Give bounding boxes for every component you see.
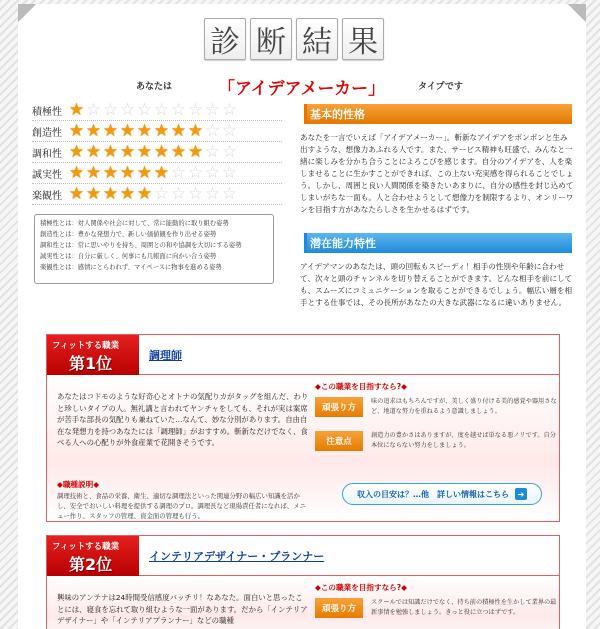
star-icon: ★	[136, 162, 153, 183]
job-title-link[interactable]: インテリアデザイナー・プランナー	[149, 549, 325, 563]
rank-badge	[47, 335, 139, 375]
star-icon: ★	[153, 162, 170, 183]
rating-row	[32, 163, 282, 184]
basic-personality-text: あなたを一言でいえば「アイデアメーカー」。斬新なアイデアをポンポンと生み出すような、想像力あふれる人です。また、サービス精神も旺盛で、みんなと一緒に楽しみを分かち合うことによろこびを感じます。自分のアイデアを、人を楽しませることに生かすことができれば、この上ない充実感を得られることでしょう。しかし、周囲と良い人間関係を築きたいあまりに、自分の感性を封じ込めてしまいがちな一面も。人と合わせようとして想像力を制限するより、オンリーワンを目指す方があなたらしさを生かせるはずです。	[300, 133, 574, 214]
aim-heading: ◆この職業を目指すなら?◆	[315, 382, 408, 391]
star-icon: ☆	[102, 99, 119, 120]
star-icon: ☆	[221, 183, 238, 204]
legend-line: 創造性とは：豊かな発想力で、新しい価値観を作り出せる姿勢	[40, 231, 217, 238]
star-icon: ☆	[204, 99, 221, 120]
aim-row	[315, 431, 557, 451]
star-icon: ☆	[119, 99, 136, 120]
caution-label: 注意点	[315, 431, 363, 451]
caution-text: 創造力の豊かさはありますが、度を越せば単なる悪ノリです。自分本位にならない努力をしましょう。	[371, 432, 556, 449]
star-icon: ☆	[136, 99, 153, 120]
badge-caption: フィットする職業	[52, 340, 120, 351]
star-icon: ☆	[221, 120, 238, 141]
rating-label: 誠実性	[32, 169, 62, 181]
latent-ability-heading: 潜在能力特性	[300, 233, 572, 253]
latent-ability-text: アイデアマンのあなたは、頭の回転もスピーディ！相手の性別や年齢に合わせて、次々と頭のチャンネルを切り替えることができます。どんな相手を前にしても、スムーズにコミュニケーションを取ることができるでしょう。幅広い層を相手とする仕事では、その長所があなたの大きな武器になるに違いありません。	[300, 262, 573, 307]
rating-label: 積極性	[32, 106, 62, 118]
star-rating	[68, 183, 238, 204]
job-card-2	[46, 535, 560, 629]
effort-label: 頑張り方	[315, 397, 363, 417]
rating-row	[32, 142, 282, 163]
rating-row	[32, 184, 282, 205]
star-icon: ★	[153, 141, 170, 162]
aim-row	[315, 397, 557, 417]
star-icon: ☆	[187, 99, 204, 120]
job-explain-text: 調理技術と、食品の栄養、衛生、適切な調理法といった関連分野の幅広い知識を活かし、安全でおいしい料理を提供する調理のプロ。調理長など現場責任者になれば、メニュー作り、スタッフの管理、資金面の管理も行う。	[57, 492, 306, 520]
job-description: 興味のアンテナは24時間受信感度バッチリ！なあなた。面白いと思ったことには、寝食を忘れて取り組むような一面があります。だから「インテリアデザイナー」や「インテリアプランナー」などの職種	[57, 593, 308, 625]
rating-label: 創造性	[32, 127, 62, 139]
star-rating	[68, 162, 238, 183]
rating-row	[32, 100, 282, 121]
star-icon: ☆	[170, 183, 187, 204]
job-explain-heading: ◆職種説明◆	[57, 480, 100, 489]
legend-line: 積極性とは：対人関係や社会に対して、常に能動的に取り組む姿勢	[40, 220, 229, 227]
star-icon: ★	[170, 120, 187, 141]
star-rating	[68, 141, 238, 162]
star-icon: ★	[68, 141, 85, 162]
star-icon: ★	[136, 183, 153, 204]
job-card-header	[47, 536, 559, 576]
star-icon: ★	[153, 120, 170, 141]
star-icon: ☆	[204, 183, 221, 204]
star-icon: ☆	[221, 141, 238, 162]
star-icon: ☆	[187, 183, 204, 204]
star-icon: ☆	[153, 183, 170, 204]
job-card-body	[47, 576, 559, 629]
rank-badge	[47, 536, 139, 576]
star-icon: ★	[187, 120, 204, 141]
star-icon: ☆	[170, 162, 187, 183]
effort-text: 味の追求はもちろんですが、美しく盛り付ける美的感覚や器用さなど、地道な努力を重ねるよう意識しましょう。	[371, 398, 557, 415]
rating-legend	[34, 214, 274, 284]
star-icon: ☆	[85, 99, 102, 120]
arrow-right-icon: ➜	[515, 488, 527, 500]
star-icon: ★	[68, 99, 85, 120]
star-icon: ☆	[221, 99, 238, 120]
job-card-1	[46, 334, 560, 522]
star-icon: ★	[102, 162, 119, 183]
title-char: 診	[204, 18, 246, 60]
title-char: 果	[342, 18, 384, 60]
star-icon: ★	[170, 141, 187, 162]
star-icon: ★	[136, 141, 153, 162]
rating-label: 楽観性	[32, 190, 62, 202]
aim-row	[315, 598, 557, 618]
rating-label: 調和性	[32, 148, 62, 160]
title-char: 断	[250, 18, 292, 60]
star-icon: ★	[68, 162, 85, 183]
anata-label: あなたは	[136, 82, 173, 92]
star-icon: ★	[119, 141, 136, 162]
star-icon: ☆	[204, 120, 221, 141]
badge-rank: 第2位	[69, 554, 113, 574]
star-icon: ★	[68, 120, 85, 141]
result-page	[18, 4, 586, 629]
job-description: あなたはコドモのような好奇心とオトナの気配りカがタッグを組んだ、わりと珍しいタイプの人。無礼講と言われてヤンチャをしても、それが実は案席が苦手な部長の気配りも兼ねていた…なんて、妙な分別があります。自由自在な発想力を持つあなたには「調理師」がおすすめ。斬新なだけでなく、食べる人への心配りが外食産業で花開きそうです。	[57, 392, 309, 447]
star-icon: ★	[68, 183, 85, 204]
basic-personality-heading: 基本的性格	[300, 104, 572, 124]
star-icon: ☆	[187, 162, 204, 183]
page-title	[204, 18, 384, 60]
star-rating	[68, 120, 238, 141]
star-icon: ★	[119, 120, 136, 141]
detail-info-label: 収入の目安は？…他 詳しい情報はこちら	[357, 489, 509, 499]
title-char: 結	[296, 18, 338, 60]
legend-line: 調和性とは：常に思いやりを持ち、周囲との和や協調を大切にする姿勢	[40, 242, 242, 249]
star-icon: ☆	[170, 99, 187, 120]
detail-info-button[interactable]	[342, 483, 542, 505]
star-icon: ★	[119, 162, 136, 183]
star-icon: ☆	[204, 141, 221, 162]
type-name: 「アイデアメーカー」	[218, 79, 386, 99]
rating-row	[32, 121, 282, 142]
effort-label: 頑張り方	[315, 598, 363, 618]
legend-line: 誠実性とは：自分に厳しく、何事にも几帳面に向かい合う姿勢	[40, 253, 217, 260]
star-rating	[68, 99, 238, 120]
effort-text: スクールでは知識だけでなく、持ち前の積極性を生かして業界の最新事情を勉強しましょう。きっと役に立つはずです。	[371, 599, 557, 616]
star-icon: ★	[85, 183, 102, 204]
star-icon: ☆	[204, 162, 221, 183]
job-title-link[interactable]: 調理師	[149, 348, 182, 362]
badge-caption: フィットする職業	[52, 541, 120, 552]
job-card-header	[47, 335, 559, 375]
star-icon: ★	[136, 120, 153, 141]
page-fold-right	[568, 4, 586, 22]
star-icon: ★	[85, 120, 102, 141]
aim-heading: ◆この職業を目指すなら?◆	[315, 583, 408, 592]
star-icon: ★	[102, 183, 119, 204]
star-icon: ★	[85, 141, 102, 162]
rating-list	[32, 100, 282, 205]
star-icon: ★	[102, 120, 119, 141]
star-icon: ☆	[221, 162, 238, 183]
star-icon: ★	[119, 183, 136, 204]
result-type-line	[18, 74, 586, 98]
legend-line: 楽観性とは：感情にとらわれず、マイペースに物事を進める姿勢	[40, 264, 222, 271]
star-icon: ★	[85, 162, 102, 183]
star-icon: ★	[102, 141, 119, 162]
job-card-body	[47, 375, 559, 521]
star-icon: ☆	[153, 99, 170, 120]
badge-rank: 第1位	[69, 353, 113, 373]
page-fold-left	[18, 4, 36, 22]
type-suffix: タイプです	[418, 82, 463, 92]
star-icon: ★	[187, 141, 204, 162]
